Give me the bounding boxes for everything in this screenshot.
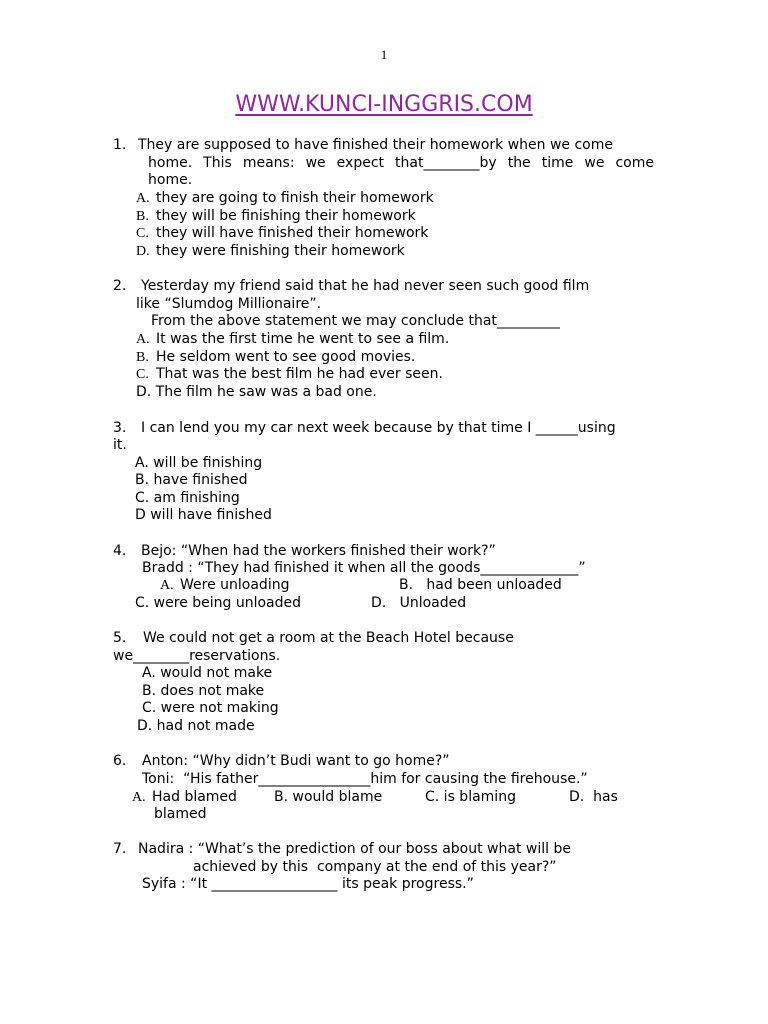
question-text-line: Nadira : “What’s the prediction of our boss about what will be — [138, 841, 571, 857]
option-text: they will have finished their homework — [156, 225, 429, 241]
question-text-line: From the above statement we may conclude that_________ — [151, 313, 560, 329]
option-a[interactable] — [136, 190, 434, 208]
question-number: 6. — [113, 753, 127, 769]
option-letter: B. — [136, 350, 149, 365]
option-c[interactable]: C. were being unloaded — [135, 595, 302, 611]
option-c[interactable] — [136, 225, 428, 243]
option-c[interactable]: C. am finishing — [135, 490, 240, 506]
question-text-line: Syifa : “It __________________ its peak progress.” — [142, 876, 474, 892]
option-text: they will be finishing their homework — [156, 208, 416, 224]
option-d[interactable]: D. has — [569, 789, 618, 805]
option-a[interactable] — [136, 331, 449, 349]
option-b[interactable]: B. had been unloaded — [399, 577, 562, 593]
option-d[interactable]: D. Unloaded — [371, 595, 467, 611]
question-text-line: Toni: “His father________________him for causing the firehouse.” — [142, 771, 588, 787]
question-text-line: we________reservations. — [113, 648, 281, 664]
question-text-line: Bejo: “When had the workers finished their work?” — [141, 543, 496, 559]
option-a[interactable] — [160, 577, 289, 595]
option-text: That was the best film he had ever seen. — [156, 366, 443, 382]
question-number: 4. — [113, 543, 127, 559]
option-c[interactable] — [136, 366, 443, 384]
option-d[interactable]: D will have finished — [135, 507, 272, 523]
option-a[interactable]: A. would not make — [142, 665, 273, 681]
question-text-line: Bradd : “They had finished it when all the goods______________” — [142, 560, 586, 576]
option-text: Were unloading — [180, 577, 290, 593]
option-c[interactable]: C. is blaming — [425, 789, 516, 805]
option-d[interactable] — [136, 243, 405, 261]
option-text: they were finishing their homework — [156, 243, 405, 259]
question-text-line: home. This means: we expect that________by the time we come — [148, 155, 654, 171]
option-d[interactable]: D. had not made — [137, 718, 255, 734]
site-title-link[interactable]: WWW.KUNCI-INGGRIS.COM — [235, 92, 533, 117]
option-text: Had blamed — [152, 789, 237, 805]
option-b[interactable] — [136, 208, 416, 226]
question-text-line: Anton: “Why didn’t Budi want to go home?” — [142, 753, 450, 769]
option-text: they are going to finish their homework — [156, 190, 434, 206]
question-text-line: it. — [113, 437, 127, 453]
question-number: 3. — [113, 420, 127, 436]
option-b[interactable]: B. have finished — [135, 472, 248, 488]
question-text-line: achieved by this company at the end of this year?” — [193, 859, 557, 875]
option-letter: C. — [136, 367, 149, 382]
option-letter: B. — [136, 209, 149, 224]
option-b[interactable] — [136, 349, 415, 367]
option-text: It was the first time he went to see a film. — [156, 331, 450, 347]
question-text-line: We could not get a room at the Beach Hotel because — [143, 630, 514, 646]
option-letter: A. — [136, 191, 150, 206]
question-text-line: home. — [148, 172, 193, 188]
question-number: 7. — [113, 841, 127, 857]
option-letter: A. — [136, 332, 150, 347]
question-text-line: like “Slumdog Millionaire”. — [136, 296, 322, 312]
question-number: 1. — [113, 137, 127, 153]
option-d-continued: blamed — [154, 806, 207, 822]
option-letter: D. — [136, 244, 150, 259]
option-letter: A. — [132, 790, 146, 805]
option-text: He seldom went to see good movies. — [156, 349, 416, 365]
question-text-line: Yesterday my friend said that he had never seen such good film — [141, 278, 590, 294]
option-d[interactable] — [136, 384, 377, 402]
option-letter: C. — [136, 226, 149, 241]
option-text: D. The film he saw was a bad one. — [136, 384, 377, 400]
question-number: 2. — [113, 278, 127, 294]
option-c[interactable]: C. were not making — [142, 700, 279, 716]
option-b[interactable]: B. does not make — [142, 683, 265, 699]
option-a[interactable]: A. will be finishing — [135, 455, 263, 471]
option-b[interactable]: B. would blame — [274, 789, 383, 805]
option-a[interactable] — [132, 789, 237, 807]
question-number: 5. — [113, 630, 127, 646]
question-text-line: I can lend you my car next week because by that time I ______using — [141, 420, 616, 436]
question-text-line: They are supposed to have finished their homework when we come — [138, 137, 613, 153]
option-letter: A. — [160, 578, 174, 593]
page-number: 1 — [380, 47, 388, 62]
